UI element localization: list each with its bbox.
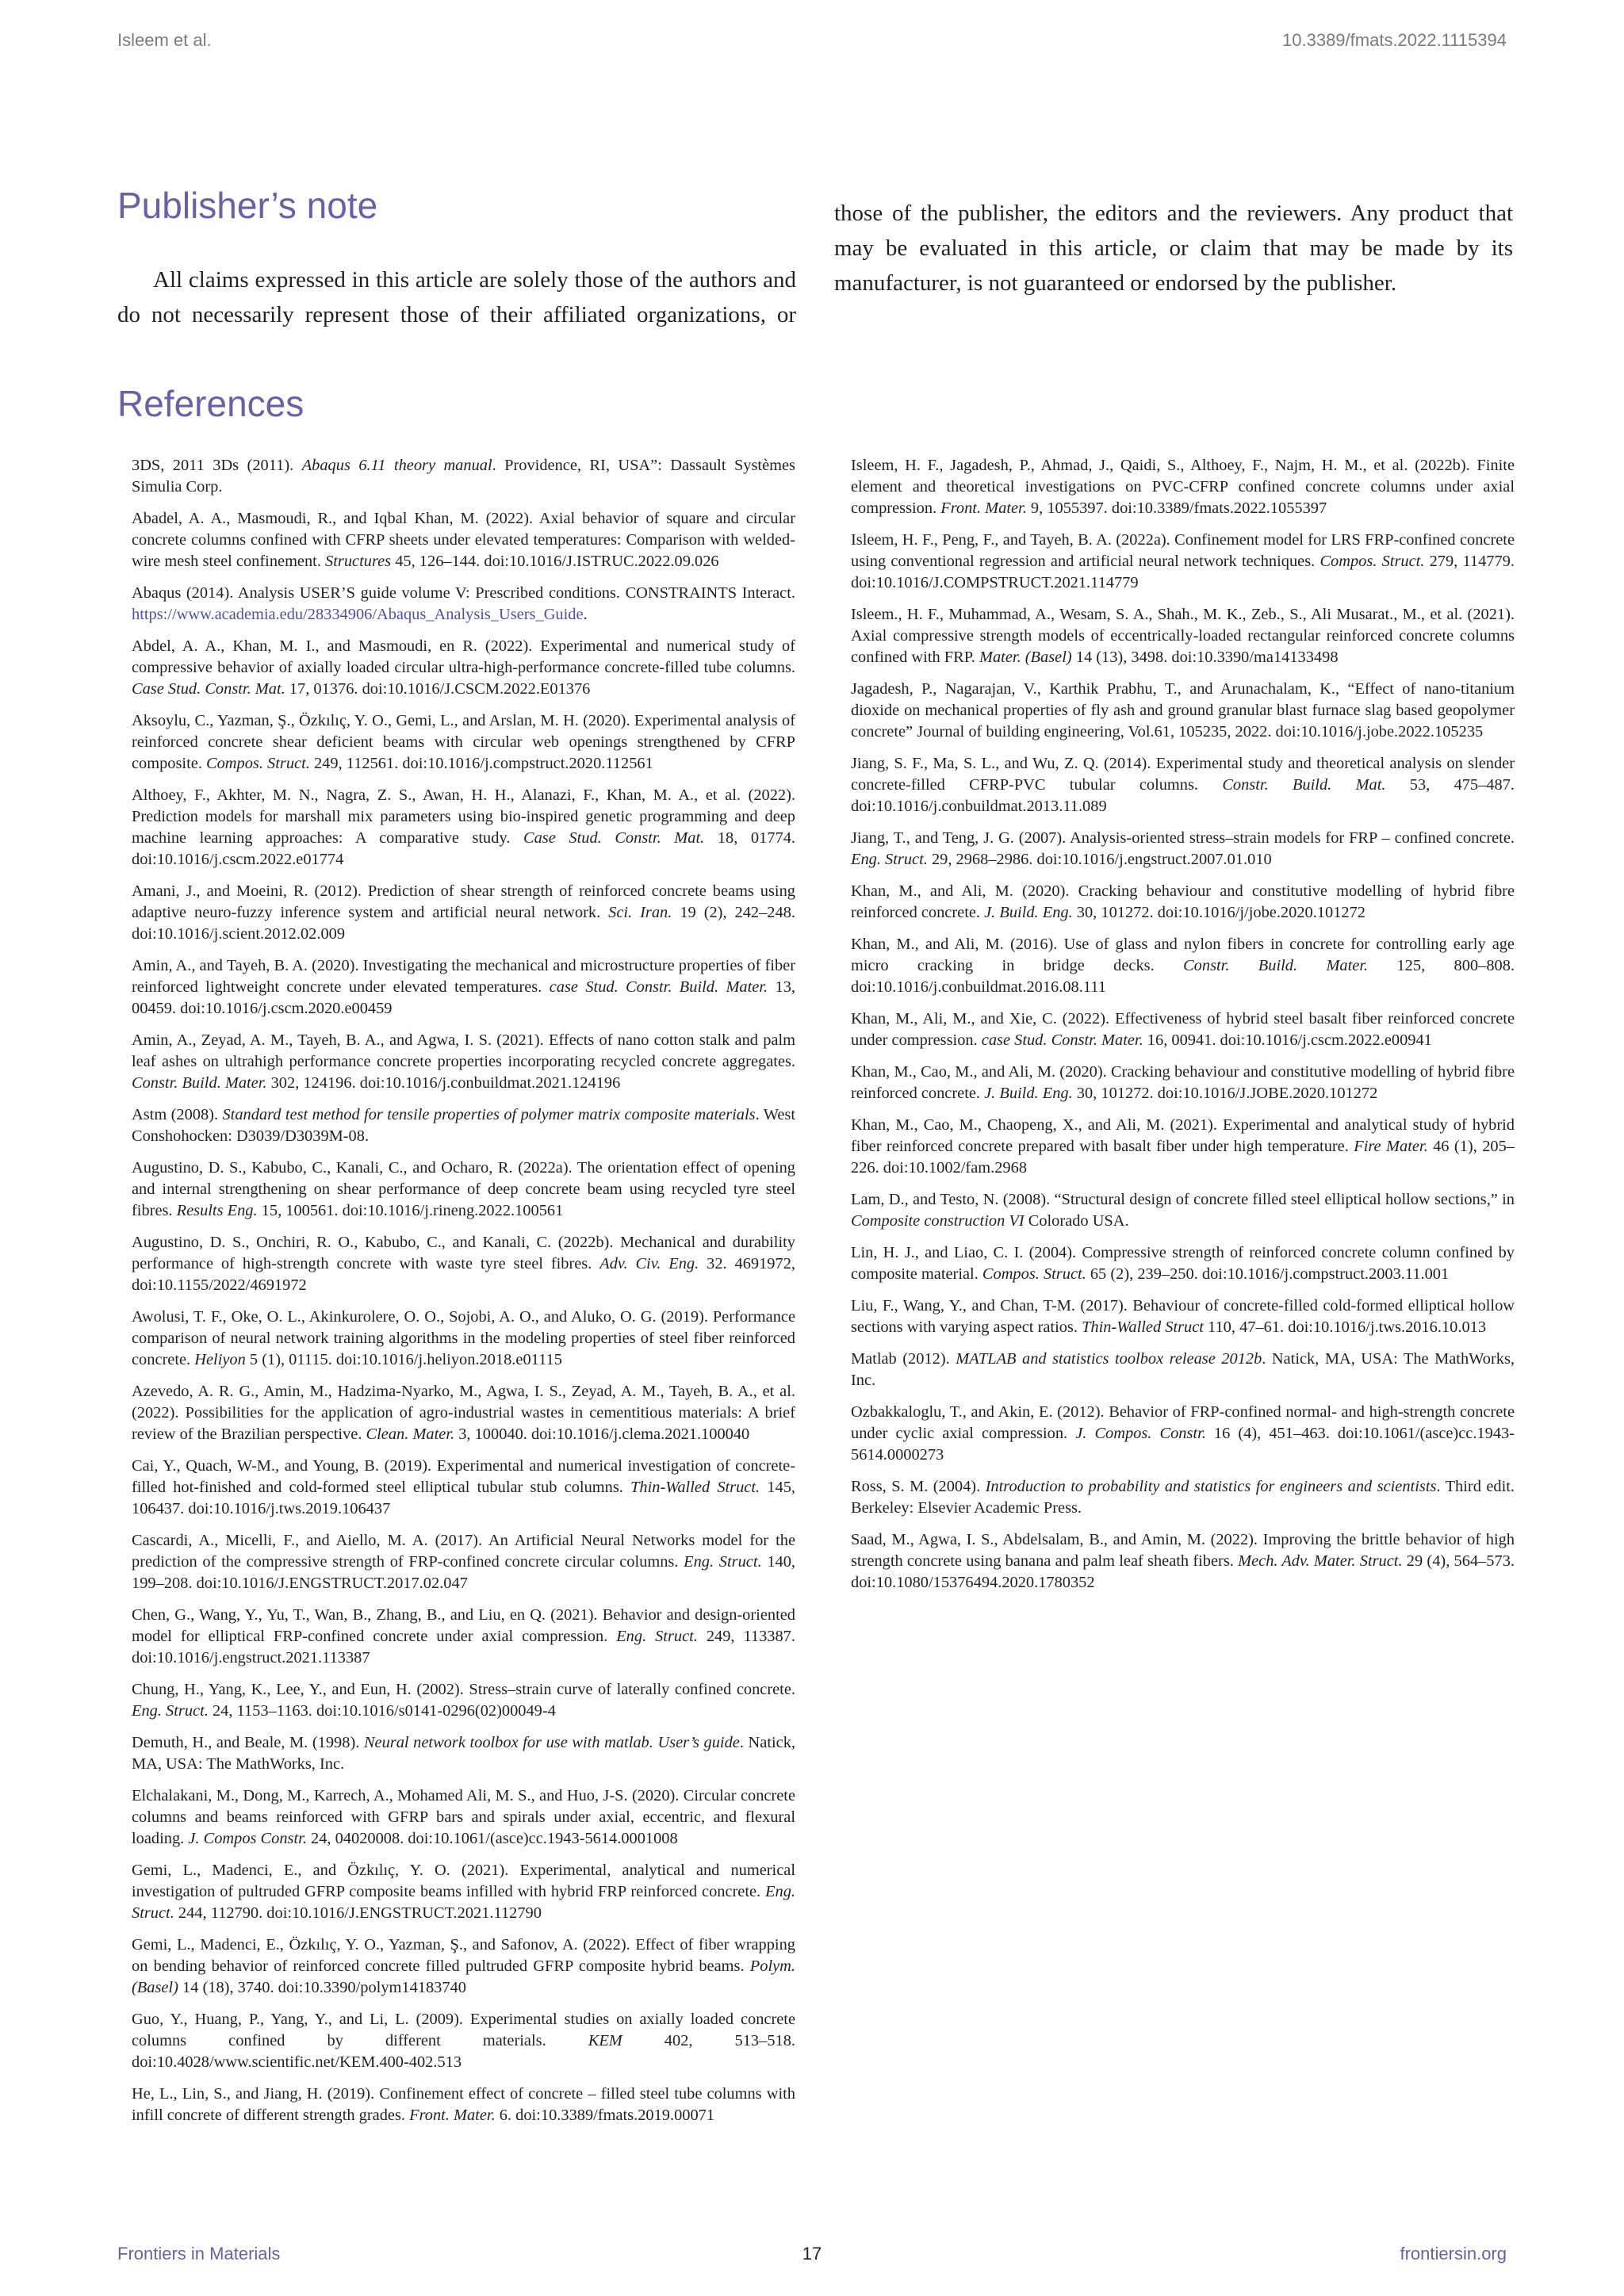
reference-text: Althoey, F., Akhter, M. N., Nagra, Z. S., Awan, H. H., Alanazi, F., Khan, M. A., et al. (2022). Prediction models for marshall mix parameters using bio-inspired genetic programming and deep machine learning approaches: A comparative study. <box>132 786 795 847</box>
reference-item <box>132 455 795 498</box>
reference-journal: J. Compos. Constr. <box>1075 1425 1206 1442</box>
reference-text: Augustino, D. S., Onchiri, R. O., Kabubo, C., and Kanali, C. (2022b). Mechanical and durability performance of high-strength concrete with waste tyre steel fibres. <box>132 1234 795 1272</box>
reference-details: 19 (2), 242–248. doi:10.1016/j.scient.2012.02.009 <box>132 904 795 943</box>
reference-journal: Polym. (Basel) <box>132 1957 795 1996</box>
reference-text: Chen, G., Wang, Y., Yu, T., Wan, B., Zhang, B., and Liu, en Q. (2021). Behavior and design-oriented model for elliptical FRP-confined concrete under axial compression. <box>132 1606 795 1645</box>
reference-details: 53, 475–487. doi:10.1016/j.conbuildmat.2013.11.089 <box>851 776 1515 815</box>
reference-item <box>132 1934 795 1999</box>
reference-journal: Compos. Struct. <box>206 755 310 772</box>
reference-text: 3DS, 2011 3Ds (2011). <box>132 457 302 474</box>
reference-text: Demuth, H., and Beale, M. (1998). <box>132 1734 364 1751</box>
reference-journal: Results Eng. <box>176 1202 258 1219</box>
reference-details: 249, 113387. doi:10.1016/j.engstruct.2021.113387 <box>132 1628 795 1667</box>
reference-details: 17, 01376. doi:10.1016/J.CSCM.2022.E01376 <box>285 680 591 698</box>
reference-details: . Natick, MA, USA: The MathWorks, Inc. <box>851 1350 1515 1389</box>
reference-details: 13, 00459. doi:10.1016/j.cscm.2020.e00459 <box>132 978 795 1017</box>
reference-text: Amin, A., Zeyad, A. M., Tayeh, B. A., and Agwa, I. S. (2021). Effects of nano cotton stalk and palm leaf ashes on ultrahigh performance concrete properties incorporating recycled concrete aggregates. <box>132 1031 795 1070</box>
reference-details: 46 (1), 205–226. doi:10.1002/fam.2968 <box>851 1138 1515 1177</box>
reference-text: Guo, Y., Huang, P., Yang, Y., and Li, L. (2009). Experimental studies on axially loaded concrete columns confined by different materials. <box>132 2011 795 2049</box>
reference-details: 125, 800–808. doi:10.1016/j.conbuildmat.2016.08.111 <box>851 957 1515 996</box>
reference-item <box>132 955 795 1020</box>
reference-text: Saad, M., Agwa, I. S., Abdelsalam, B., and Amin, M. (2022). Improving the brittle behavior of high strength concrete using banana and palm leaf sheath fibers. <box>851 1531 1515 1570</box>
reference-journal: Mech. Adv. Mater. Struct. <box>1238 1552 1403 1570</box>
reference-item <box>851 1242 1515 1285</box>
reference-journal: Constr. Build. Mater. <box>132 1074 267 1092</box>
reference-text: Khan, M., and Ali, M. (2016). Use of glass and nylon fibers in concrete for controlling early age micro cracking in bridge decks. <box>851 936 1515 974</box>
reference-journal: Sci. Iran. <box>608 904 672 921</box>
reference-item <box>132 1158 795 1222</box>
reference-text: Lin, H. J., and Liao, C. I. (2004). Compressive strength of reinforced concrete column confined by composite material. <box>851 1244 1515 1283</box>
reference-item <box>132 1232 795 1296</box>
reference-text: Azevedo, A. R. G., Amin, M., Hadzima-Nyarko, M., Agwa, I. S., Zeyad, A. M., Tayeh, B. A., et al. (2022). Possibilities for the application of agro-industrial wastes in cementitious materials: A brief review of the Brazilian perspective. <box>132 1383 795 1443</box>
reference-text: Ozbakkaloglu, T., and Akin, E. (2012). Behavior of FRP-confined normal- and high-strength concrete under cyclic axial compression. <box>851 1403 1515 1442</box>
reference-details: 32. 4691972, doi:10.1155/2022/4691972 <box>132 1255 795 1294</box>
reference-journal: Standard test method for tensile properties of polymer matrix composite materials <box>222 1106 756 1123</box>
reference-details: 249, 112561. doi:10.1016/j.compstruct.2020.112561 <box>309 755 653 772</box>
reference-journal: Heliyon <box>194 1351 246 1368</box>
footer-site-link[interactable]: frontiersin.org <box>1400 2244 1507 2263</box>
reference-text: Khan, M., Cao, M., and Ali, M. (2020). Cracking behaviour and constitutive modelling of hybrid fibre reinforced concrete. <box>851 1063 1515 1102</box>
reference-item <box>851 934 1515 998</box>
reference-text: Awolusi, T. F., Oke, O. L., Akinkurolere, O. O., Sojobi, A. O., and Aluko, O. G. (2019). Performance comparison of neural network training algorithms in the modeling properties of steel fiber reinforced concrete. <box>132 1308 795 1368</box>
reference-text: He, L., Lin, S., and Jiang, H. (2019). Confinement effect of concrete – filled steel tube columns with infill concrete of different strength grades. <box>132 2085 795 2124</box>
reference-journal: Front. Mater. <box>409 2107 496 2124</box>
publishers-note-body <box>117 196 1513 332</box>
reference-journal: Thin-Walled Struct. <box>630 1479 760 1496</box>
reference-journal: J. Build. Eng. <box>984 1085 1073 1102</box>
reference-text: Augustino, D. S., Kabubo, C., Kanali, C., and Ocharo, R. (2022a). The orientation effect of opening and internal strengthening on shear performance of deep concrete beam using recycled tyre steel fibres. <box>132 1159 795 1219</box>
reference-item <box>851 828 1515 871</box>
reference-journal: Fire Mater. <box>1354 1138 1428 1155</box>
reference-text: Matlab (2012). <box>851 1350 956 1368</box>
reference-journal: Neural network toolbox for use with matlab. User’s guide <box>363 1734 740 1751</box>
reference-details: 244, 112790. doi:10.1016/J.ENGSTRUCT.2021.112790 <box>174 1904 542 1922</box>
reference-journal: Eng. Struct. <box>616 1628 698 1645</box>
reference-journal: Eng. Struct. <box>132 1702 209 1720</box>
reference-journal: KEM <box>588 2032 622 2049</box>
reference-item <box>132 636 795 700</box>
reference-details: . Natick, MA, USA: The MathWorks, Inc. <box>132 1734 795 1773</box>
reference-journal: Abaqus 6.11 theory manual <box>301 457 492 474</box>
reference-item <box>132 2009 795 2073</box>
reference-details: . Providence, RI, USA”: Dassault Systèmes Simulia Corp. <box>132 457 795 496</box>
reference-text: Abdel, A. A., Khan, M. I., and Masmoudi, en R. (2022). Experimental and numerical study of compressive behavior of axially loaded circular ultra-high-performance concrete-filled tube columns. <box>132 637 795 676</box>
reference-text: Cai, Y., Quach, W-M., and Young, B. (2019). Experimental and numerical investigation of concrete-filled hot-finished and cold-formed steel elliptical tubular stub columns. <box>132 1457 795 1496</box>
reference-item <box>851 604 1515 668</box>
reference-text: Isleem, H. F., Jagadesh, P., Ahmad, J., Qaidi, S., Althoey, F., Najm, H. M., et al. (2022b). Finite element and theoretical investigations on PVC-CFRP confined concrete columns under axial compression. <box>851 457 1515 517</box>
reference-details: . West Conshohocken: D3039/D3039M-08. <box>132 1106 795 1145</box>
reference-journal: Compos. Struct. <box>982 1265 1086 1283</box>
reference-item <box>132 1030 795 1094</box>
reference-text: Jiang, S. F., Ma, S. L., and Wu, Z. Q. (2014). Experimental study and theoretical analysis on slender concrete-filled CFRP-PVC tubular columns. <box>851 755 1515 794</box>
reference-item <box>132 1860 795 1924</box>
reference-journal: Mater. (Basel) <box>979 649 1072 666</box>
reference-details: 3, 100040. doi:10.1016/j.clema.2021.100040 <box>454 1425 750 1443</box>
reference-details: 14 (13), 3498. doi:10.3390/ma14133498 <box>1071 649 1339 666</box>
reference-details: 29 (4), 564–573. doi:10.1080/15376494.2020.1780352 <box>851 1552 1515 1591</box>
reference-journal: Thin-Walled Struct <box>1082 1318 1204 1336</box>
reference-text: Amani, J., and Moeini, R. (2012). Prediction of shear strength of reinforced concrete beams using adaptive neuro-fuzzy inference system and artificial neural network. <box>132 882 795 921</box>
footer-journal-prefix: Frontiers in <box>117 2244 210 2263</box>
reference-text: Khan, M., and Ali, M. (2020). Cracking behaviour and constitutive modelling of hybrid fibre reinforced concrete. <box>851 882 1515 921</box>
reference-journal: Structures <box>325 553 392 570</box>
reference-details: 18, 01774. doi:10.1016/j.cscm.2022.e01774 <box>132 829 795 868</box>
running-header-authors: Isleem et al. <box>117 30 212 50</box>
reference-details: 5 (1), 01115. doi:10.1016/j.heliyon.2018.e01115 <box>245 1351 562 1368</box>
reference-journal: Compos. Struct. <box>1320 553 1425 570</box>
reference-journal: Front. Mater. <box>940 499 1027 517</box>
reference-journal: MATLAB and statistics toolbox release 2012b <box>956 1350 1262 1368</box>
reference-details: 140, 199–208. doi:10.1016/J.ENGSTRUCT.2017.02.047 <box>132 1553 795 1592</box>
reference-text: Gemi, L., Madenci, E., Özkılıç, Y. O., Yazman, Ş., and Safonov, A. (2022). Effect of fiber wrapping on bending behavior of reinforced concrete filled pultruded GFRP composite hybrid beams. <box>132 1936 795 1975</box>
reference-details: 402, 513–518. doi:10.4028/www.scientific.net/KEM.400-402.513 <box>132 2032 796 2071</box>
reference-item <box>851 1349 1515 1391</box>
reference-text: Jiang, T., and Teng, J. G. (2007). Analysis-oriented stress–strain models for FRP – confined concrete. <box>851 829 1515 847</box>
reference-item <box>132 785 795 871</box>
publishers-note-text: All claims expressed in this article are solely those of the authors and do not necessarily represent those of their affiliated organizations, or those of the publisher, the editors and the reviewers. Any product that may be evaluated in this article, or claim that may be made by its manufacturer, is not guaranteed or endorsed by the publisher. <box>117 201 1513 327</box>
references-list <box>117 455 1515 2136</box>
reference-details: 302, 124196. doi:10.1016/j.conbuildmat.2021.124196 <box>266 1074 621 1092</box>
reference-item <box>132 1104 795 1147</box>
reference-details: . Third edit. Berkeley: Elsevier Academic Press. <box>851 1478 1515 1517</box>
page-number: 17 <box>802 2244 822 2263</box>
reference-text: Gemi, L., Madenci, E., and Özkılıç, Y. O. (2021). Experimental, analytical and numerical investigation of pultruded GFRP composite beams infilled with hybrid FRP reinforced concrete. <box>132 1862 795 1900</box>
reference-text: Isleem., H. F., Muhammad, A., Wesam, S. A., Shah., M. K., Zeb., S., Ali Musarat., M., et al. (2021). Axial compressive strength models of eccentrically-loaded rectangular reinforced concrete columns confined with FRP. <box>851 606 1515 666</box>
reference-item <box>851 753 1515 817</box>
reference-item <box>132 1381 795 1445</box>
reference-item <box>851 1295 1515 1338</box>
reference-details: 16, 00941. doi:10.1016/j.cscm.2022.e00941 <box>1143 1031 1432 1049</box>
reference-item <box>132 1732 795 1775</box>
reference-item <box>132 2084 795 2126</box>
reference-journal: J. Compos Constr. <box>188 1830 307 1847</box>
footer-journal-name: Materials <box>209 2244 281 2263</box>
reference-journal: Constr. Build. Mater. <box>1183 957 1369 974</box>
reference-item <box>851 1008 1515 1051</box>
reference-details: 45, 126–144. doi:10.1016/J.ISTRUC.2022.09.026 <box>391 553 719 570</box>
reference-text: Liu, F., Wang, Y., and Chan, T-M. (2017). Behaviour of concrete-filled cold-formed elliptical hollow sections with varying aspect ratios. <box>851 1297 1515 1336</box>
reference-text: Isleem, H. F., Peng, F., and Tayeh, B. A. (2022a). Confinement model for LRS FRP-confined concrete using conventional regression and artificial neural network techniques. <box>851 531 1515 570</box>
reference-item <box>132 1605 795 1669</box>
reference-text: Jagadesh, P., Nagarajan, V., Karthik Prabhu, T., and Arunachalam, K., “Effect of nano-titanium dioxide on mechanical properties of fly ash and ground granular blast furnace slag based geopolymer concrete” Journal of building engineering, Vol.61, 105235, 2022. doi:10.1016/j.jobe.2022.105235 <box>851 680 1515 740</box>
reference-details: 6. doi:10.3389/fmats.2019.00071 <box>495 2107 715 2124</box>
reference-item <box>851 455 1515 519</box>
reference-journal: Adv. Civ. Eng. <box>599 1255 699 1272</box>
reference-details: 30, 101272. doi:10.1016/J.JOBE.2020.101272 <box>1072 1085 1378 1102</box>
reference-details: 279, 114779. doi:10.1016/J.COMPSTRUCT.2021.114779 <box>851 553 1515 591</box>
reference-item <box>132 583 795 626</box>
reference-item <box>851 530 1515 594</box>
reference-text: Chung, H., Yang, K., Lee, Y., and Eun, H. (2002). Stress–strain curve of laterally confined concrete. <box>132 1681 795 1698</box>
reference-item <box>851 1115 1515 1179</box>
reference-item <box>851 679 1515 743</box>
reference-journal: J. Build. Eng. <box>984 904 1073 921</box>
reference-text: Abaqus (2014). Analysis USER’S guide volume V: Prescribed conditions. CONSTRAINTS Interact. <box>132 584 795 602</box>
reference-item <box>851 1062 1515 1104</box>
reference-journal: Eng. Struct. <box>851 851 928 868</box>
reference-details: 65 (2), 239–250. doi:10.1016/j.compstruct.2003.11.001 <box>1086 1265 1450 1283</box>
reference-item <box>132 1530 795 1594</box>
reference-text: Khan, M., Cao, M., Chaopeng, X., and Ali, M. (2021). Experimental and analytical study of hybrid fiber reinforced concrete prepared with basalt fiber under high temperature. <box>851 1116 1515 1155</box>
running-header-doi: 10.3389/fmats.2022.1115394 <box>1282 30 1507 50</box>
reference-details: 14 (18), 3740. doi:10.3390/polym14183740 <box>178 1979 466 1996</box>
reference-details: . <box>583 606 588 623</box>
publishers-note-heading: Publisher’s note <box>117 185 378 226</box>
reference-journal: Eng. Struct. <box>684 1553 762 1571</box>
reference-item <box>132 508 795 572</box>
reference-item <box>851 881 1515 924</box>
reference-text: Elchalakani, M., Dong, M., Karrech, A., Mohamed Ali, M. S., and Huo, J-S. (2020). Circular concrete columns and beams reinforced with GFRP bars and spirals under axial, eccentric, and flexural loading. <box>132 1787 795 1847</box>
reference-text: Cascardi, A., Micelli, F., and Aiello, M. A. (2017). An Artificial Neural Networks model for the prediction of the compressive strength of FRP-confined concrete circular columns. <box>132 1532 795 1571</box>
reference-details: 9, 1055397. doi:10.3389/fmats.2022.1055397 <box>1026 499 1327 517</box>
reference-details: 15, 100561. doi:10.1016/j.rineng.2022.100561 <box>257 1202 564 1219</box>
reference-journal: Composite construction VI <box>851 1212 1025 1230</box>
reference-journal: Case Stud. Constr. Mat. <box>523 829 705 847</box>
reference-journal: Clean. Mater. <box>366 1425 455 1443</box>
references-heading: References <box>117 383 304 424</box>
reference-item <box>132 1456 795 1520</box>
reference-details: 30, 101272. doi:10.1016/j/jobe.2020.101272 <box>1072 904 1365 921</box>
reference-item <box>851 1189 1515 1232</box>
reference-details: 110, 47–61. doi:10.1016/j.tws.2016.10.013 <box>1203 1318 1487 1336</box>
reference-item <box>132 710 795 775</box>
reference-text: Lam, D., and Testo, N. (2008). “Structural design of concrete filled steel elliptical hollow sections,” in <box>851 1191 1515 1208</box>
reference-text: Aksoylu, C., Yazman, Ş., Özkılıç, Y. O., Gemi, L., and Arslan, M. H. (2020). Experimental analysis of reinforced concrete shear deficient beams with circular web openings strengthened by CFRP composite. <box>132 712 795 772</box>
reference-journal: Introduction to probability and statistics for engineers and scientists <box>985 1478 1437 1495</box>
reference-text: Khan, M., Ali, M., and Xie, C. (2022). Effectiveness of hybrid steel basalt fiber reinforced concrete under compression. <box>851 1010 1515 1049</box>
reference-journal: Case Stud. Constr. Mat. <box>132 680 285 698</box>
reference-text: Amin, A., and Tayeh, B. A. (2020). Investigating the mechanical and microstructure properties of fiber reinforced lightweight concrete under elevated temperatures. <box>132 957 795 996</box>
reference-details: 145, 106437. doi:10.1016/j.tws.2019.106437 <box>132 1479 795 1517</box>
reference-link[interactable]: https://www.academia.edu/28334906/Abaqus_Analysis_Users_Guide <box>132 606 584 623</box>
reference-details: 24, 04020008. doi:10.1061/(asce)cc.1943-5614.0001008 <box>306 1830 678 1847</box>
reference-text: Abadel, A. A., Masmoudi, R., and Iqbal Khan, M. (2022). Axial behavior of square and circular concrete columns confined with CFRP sheets under elevated temperatures: Comparison with welded-wire mesh steel confinement. <box>132 510 795 570</box>
reference-item <box>132 1307 795 1371</box>
reference-details: 29, 2968–2986. doi:10.1016/j.engstruct.2007.01.010 <box>927 851 1272 868</box>
reference-journal: Constr. Build. Mat. <box>1222 776 1386 794</box>
reference-details: 24, 1153–1163. doi:10.1016/s0141-0296(02)00049-4 <box>208 1702 556 1720</box>
reference-details: 16 (4), 451–463. doi:10.1061/(asce)cc.1943-5614.0000273 <box>851 1425 1515 1464</box>
reference-item <box>851 1476 1515 1519</box>
reference-item <box>132 881 795 945</box>
reference-journal: case Stud. Constr. Build. Mater. <box>549 978 768 996</box>
reference-journal: Eng. Struct. <box>132 1883 795 1922</box>
reference-item <box>132 1679 795 1722</box>
reference-text: Astm (2008). <box>132 1106 223 1123</box>
reference-item <box>851 1529 1515 1594</box>
reference-text: Ross, S. M. (2004). <box>851 1478 986 1495</box>
reference-details: Colorado USA. <box>1024 1212 1129 1230</box>
reference-item <box>851 1402 1515 1466</box>
reference-journal: case Stud. Constr. Mater. <box>981 1031 1143 1049</box>
reference-item <box>132 1785 795 1850</box>
